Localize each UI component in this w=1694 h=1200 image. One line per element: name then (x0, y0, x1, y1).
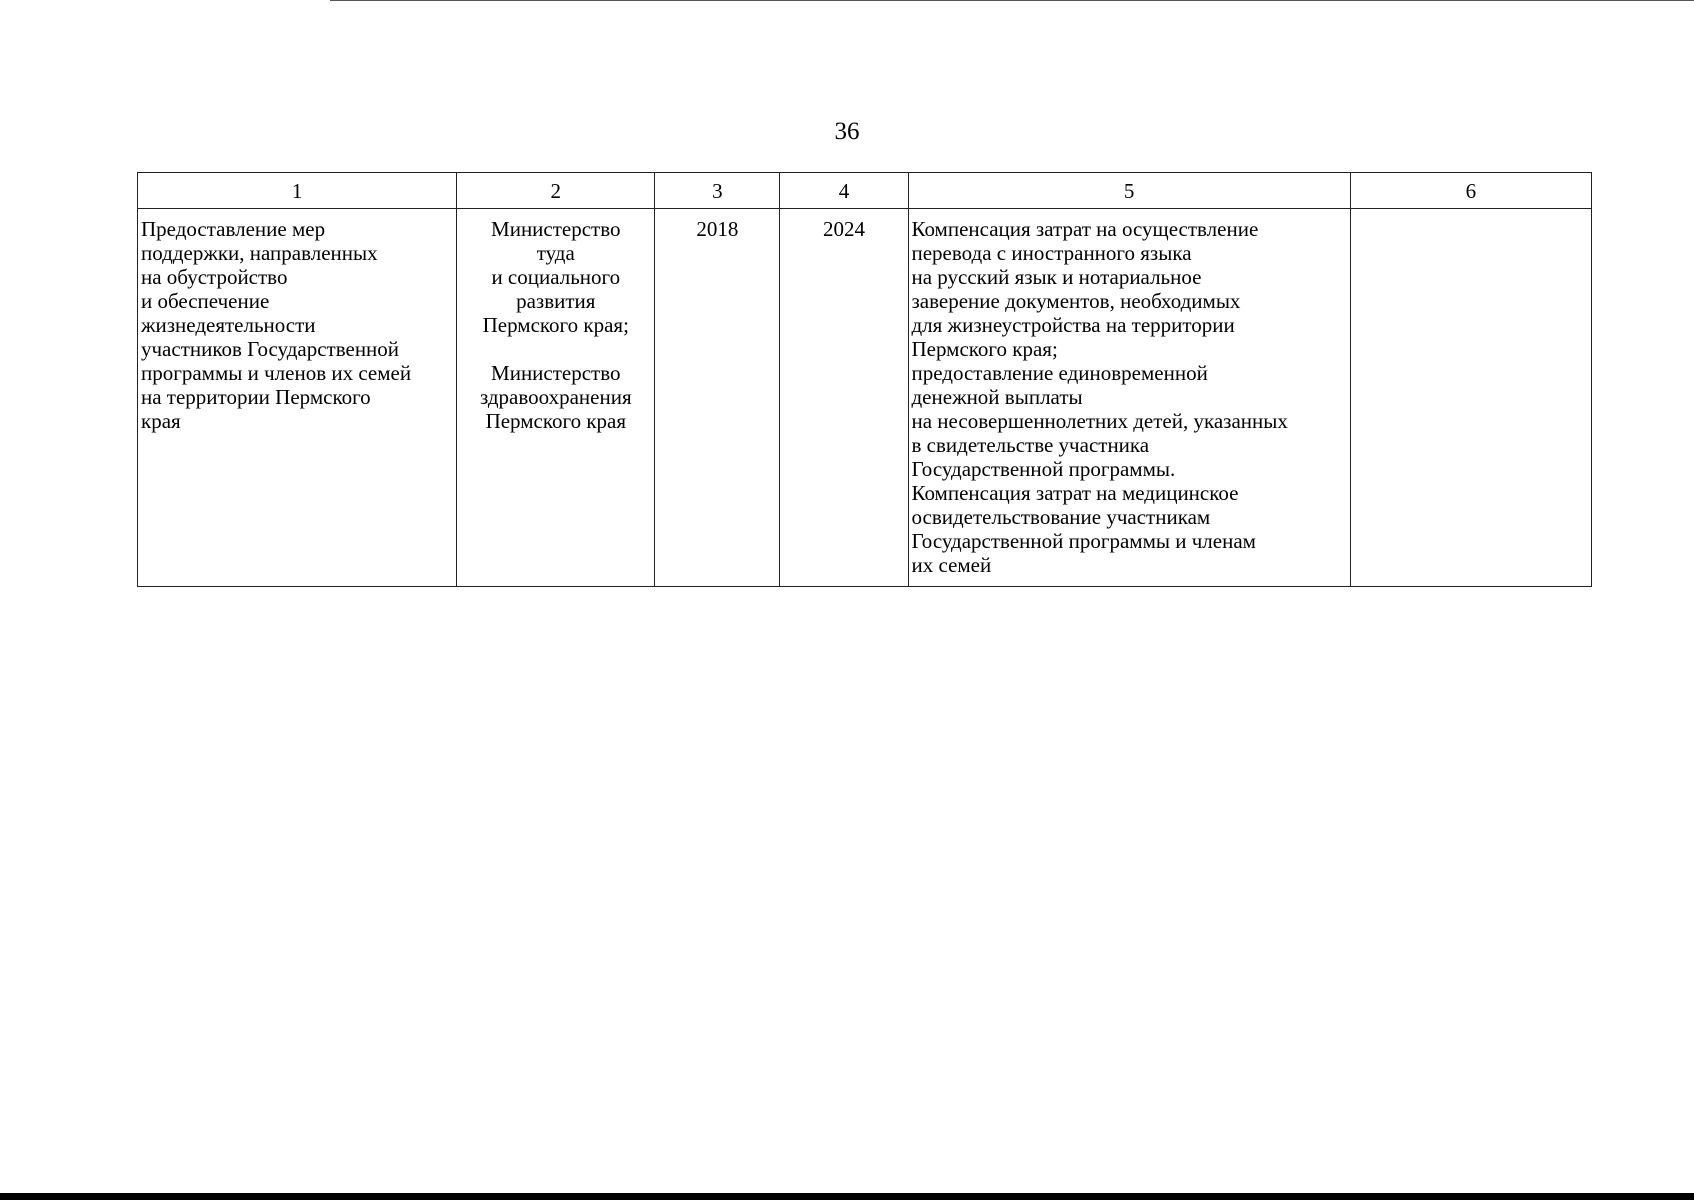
result-line: Пермского края; (911, 337, 1058, 361)
result-line: для жизнеустройства на территории (911, 313, 1235, 337)
measure-cell (138, 209, 457, 587)
scan-bottom-border (0, 1193, 1694, 1200)
result-line: освидетельствование участникам (911, 505, 1211, 529)
executor-spacer (457, 337, 654, 361)
executor-line: Пермского края; (482, 313, 629, 337)
result-line: перевода с иностранного языка (911, 241, 1192, 265)
measure-line: программы и членов их семей (141, 361, 412, 385)
column-header-2: 2 (457, 173, 655, 209)
result-line: Государственной программы и членам (911, 529, 1256, 553)
column-header-6: 6 (1350, 173, 1591, 209)
measure-line: и обеспечение (141, 289, 270, 313)
table-header-row (138, 173, 1592, 209)
executor-line: развития (516, 289, 596, 313)
scan-top-edge (330, 0, 1694, 1)
executor-line: Пермского края (485, 409, 626, 433)
executor-line: и социального (491, 265, 621, 289)
result-cell (908, 209, 1350, 587)
measure-line: Предоставление мер (141, 217, 326, 241)
column-header-4: 4 (780, 173, 908, 209)
measure-line: участников Государственной (141, 337, 400, 361)
end-year-cell: 2024 (780, 209, 908, 587)
table-row (138, 209, 1592, 587)
measure-line: поддержки, направленных (141, 241, 378, 265)
note-cell (1350, 209, 1591, 587)
executor-line: туда (536, 241, 575, 265)
result-line: в свидетельстве участника (911, 433, 1150, 457)
result-line: заверение документов, необходимых (911, 289, 1241, 313)
result-line: Компенсация затрат на медицинское (911, 481, 1239, 505)
column-header-3: 3 (655, 173, 780, 209)
result-line: на русский язык и нотариальное (911, 265, 1202, 289)
measure-line: на обустройство (141, 265, 288, 289)
result-line: денежной выплаты (911, 385, 1083, 409)
measure-line: на территории Пермского (141, 385, 371, 409)
result-line: их семей (911, 553, 992, 577)
executor-cell (457, 209, 655, 587)
measure-line: края (141, 409, 181, 433)
result-line: предоставление единовременной (911, 361, 1208, 385)
executor-line: здравоохранения (479, 385, 632, 409)
result-line: Компенсация затрат на осуществление (911, 217, 1259, 241)
start-year-cell: 2018 (655, 209, 780, 587)
executor-line: Министерство (491, 217, 621, 241)
column-header-1: 1 (138, 173, 457, 209)
column-header-5: 5 (908, 173, 1350, 209)
executor-line: Министерство (491, 361, 621, 385)
result-line: на несовершеннолетних детей, указанных (911, 409, 1288, 433)
program-measures-table (137, 172, 1592, 587)
measure-line: жизнедеятельности (141, 313, 316, 337)
page-number: 36 (834, 118, 860, 145)
result-line: Государственной программы. (911, 457, 1176, 481)
